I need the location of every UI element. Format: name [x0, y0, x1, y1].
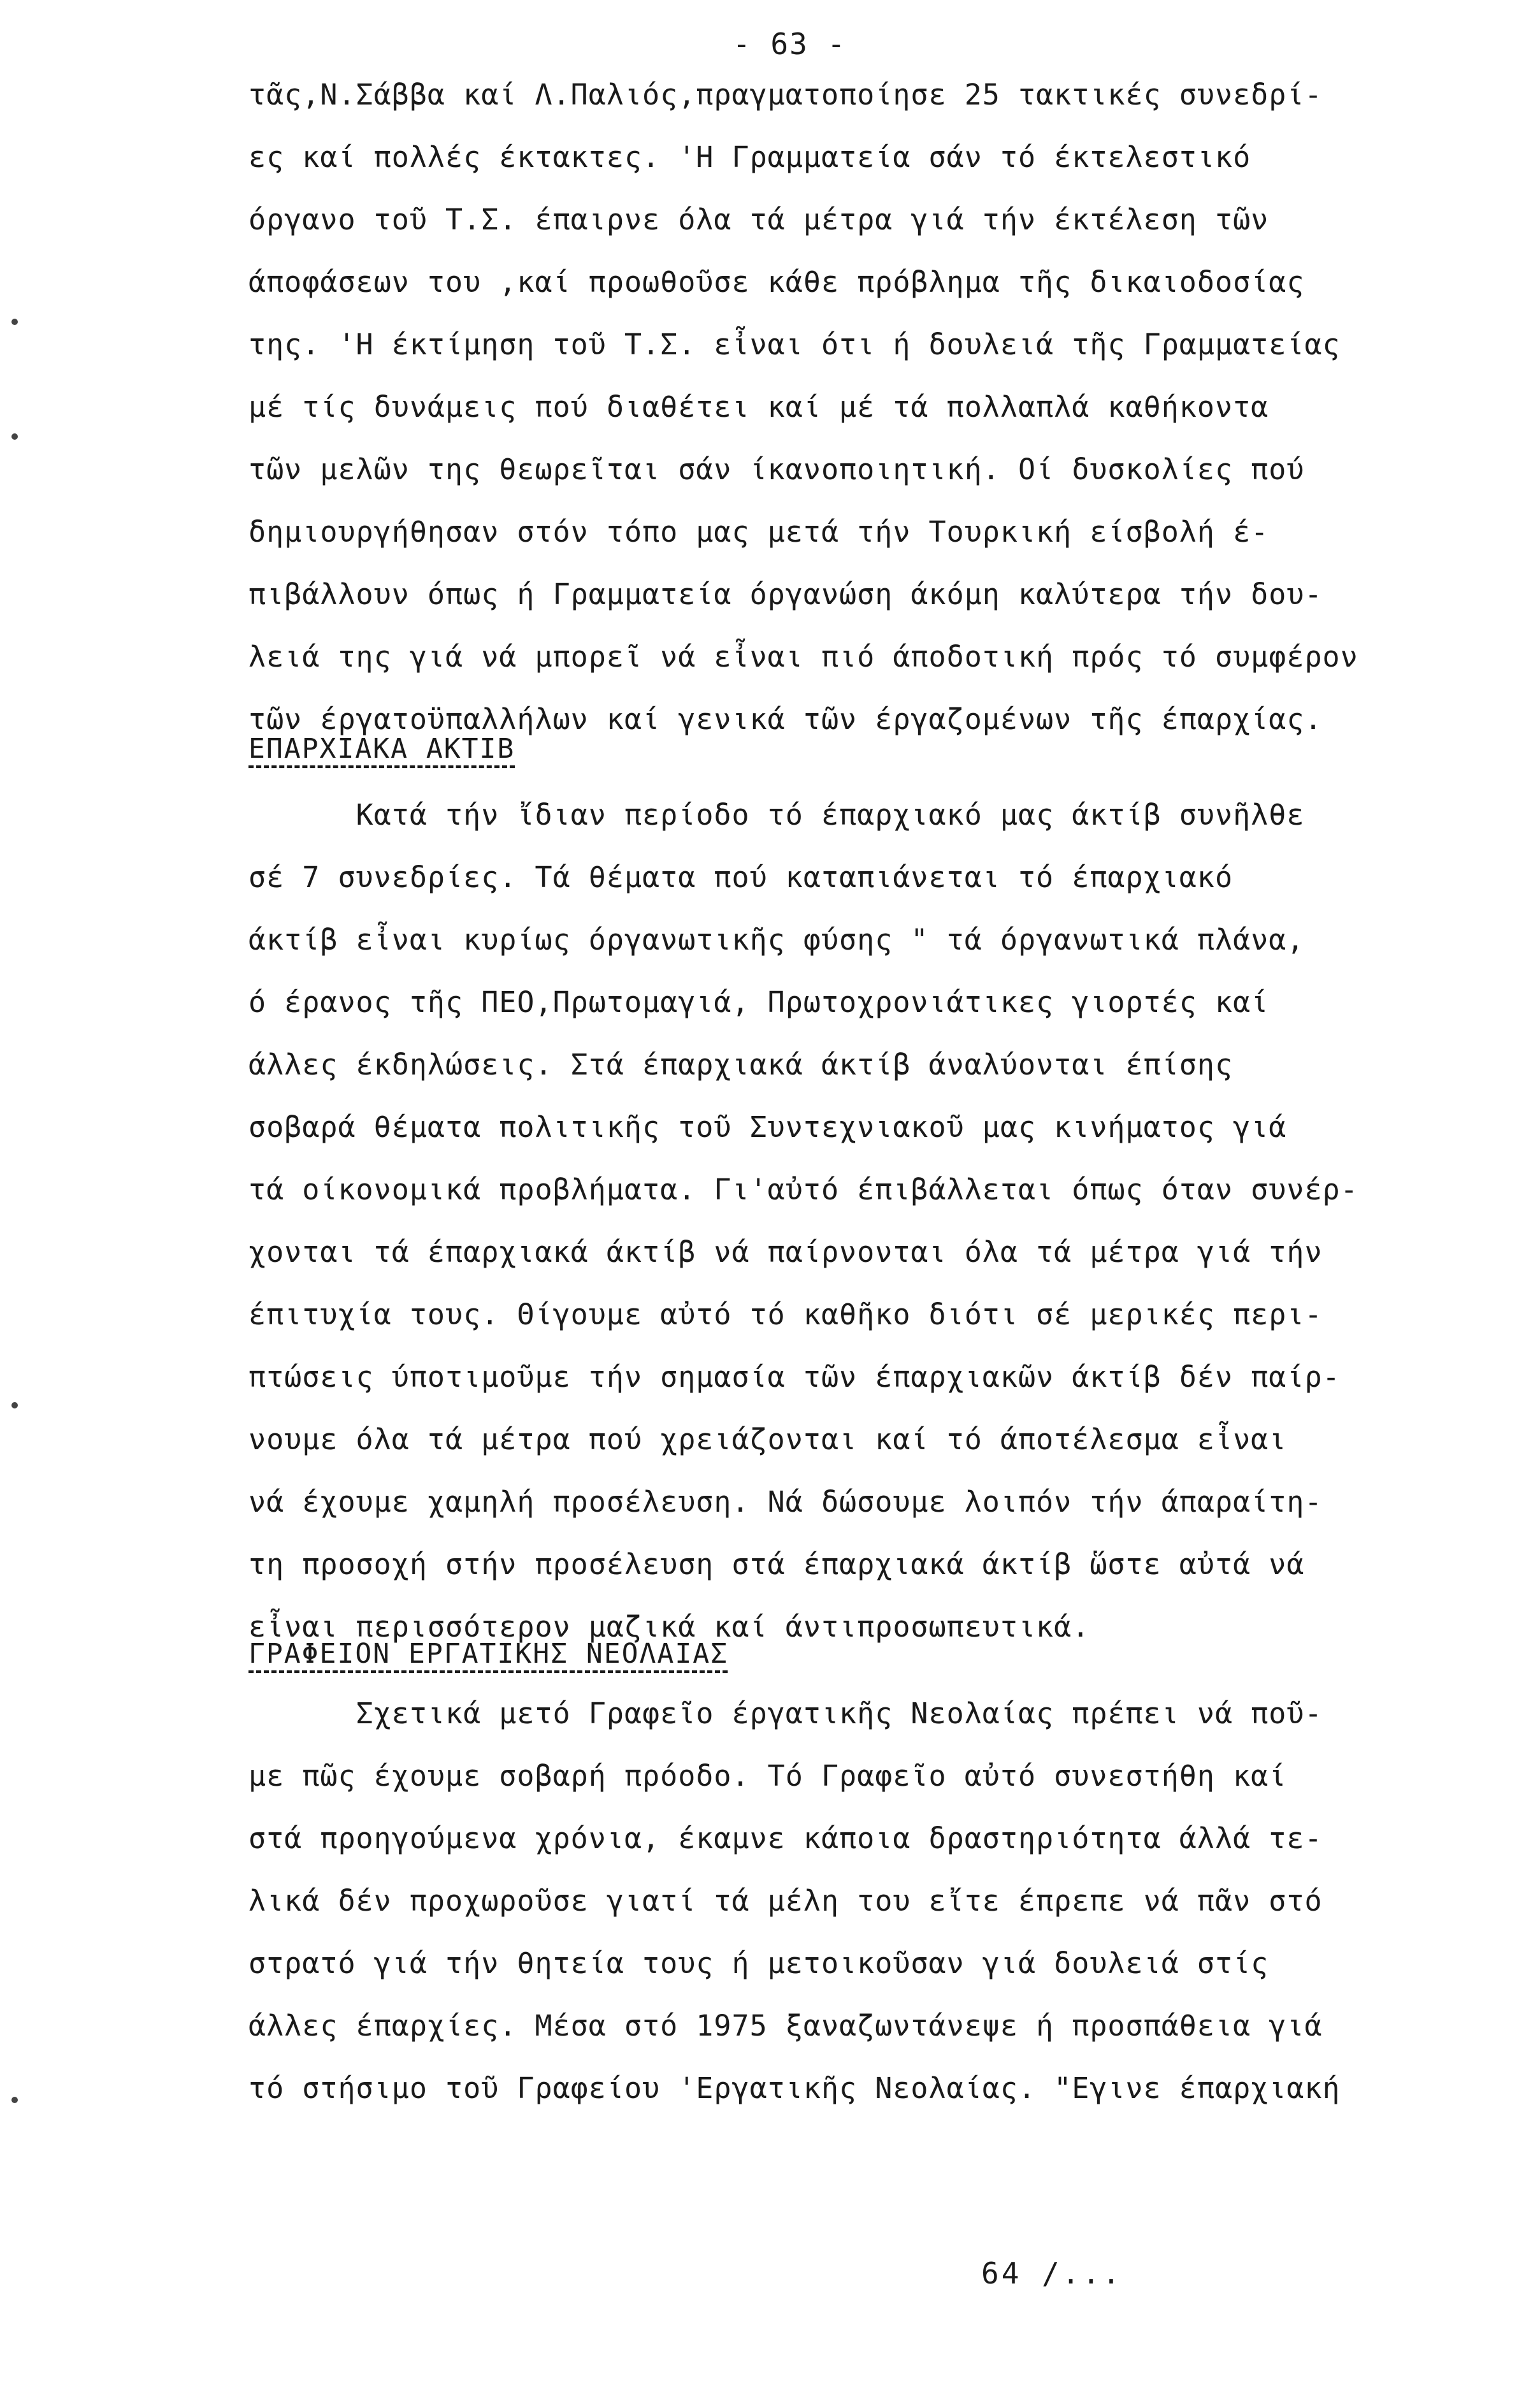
intro-paragraph: [248, 64, 1459, 751]
text-line: νουμε όλα τά μέτρα πού χρειάζονται καί τό άποτέλεσμα εἶναι: [248, 1422, 1287, 1456]
text-line: σέ 7 συνεδρίες. Τά θέματα πού καταπιάνεται τό έπαρχιακό: [248, 860, 1234, 894]
text-line: άλλες έκδηλώσεις. Στά έπαρχιακά άκτίβ άναλύονται έπίσης: [248, 1048, 1234, 1082]
text-line: Κατά τήν ἴδιαν περίοδο τό έπαρχιακό μας άκτίβ συνῆλθε: [248, 798, 1305, 832]
text-line: άκτίβ εἶναι κυρίως όργανωτικῆς φύσης " τά όργανωτικά πλάνα,: [248, 923, 1305, 957]
youth-paragraph: [248, 1683, 1459, 2120]
aktiv-paragraph: [248, 784, 1459, 1658]
text-line: τᾶς,Ν.Σάββα καί Λ.Παλιός,πραγματοποίησε 25 τακτικές συνεδρί-: [248, 78, 1323, 112]
margin-mark: [11, 433, 18, 440]
text-line: έπιτυχία τους. Θίγουμε αὐτό τό καθῆκο διότι σέ μερικές περι-: [248, 1298, 1323, 1331]
text-line: τό στήσιμο τοῦ Γραφείου 'Εργατικῆς Νεολαίας. "Εγινε έπαρχιακή: [248, 2071, 1341, 2105]
margin-mark: [11, 319, 18, 325]
text-line: τά οίκονομικά προβλήματα. Γι'αὐτό έπιβάλλεται όπως όταν συνέρ-: [248, 1173, 1358, 1206]
text-line: τῶν έργατοϋπαλλήλων καί γενικά τῶν έργαζομένων τῆς έπαρχίας.: [248, 702, 1323, 736]
text-line: λειά της γιά νά μπορεῖ νά εἶναι πιό άποδοτική πρός τό συμφέρον: [248, 640, 1358, 674]
text-line: ες καί πολλές έκτακτες. 'Η Γραμματεία σάν τό έκτελεστικό: [248, 140, 1251, 174]
text-line: τη προσοχή στήν προσέλευση στά έπαρχιακά άκτίβ ὥστε αὐτά νά: [248, 1547, 1305, 1581]
margin-mark: [11, 1402, 18, 1408]
text-line: με πῶς έχουμε σοβαρή πρόοδο. Τό Γραφεῖο αὐτό συνεστήθη καί: [248, 1759, 1287, 1793]
text-line: νά έχουμε χαμηλή προσέλευση. Νά δώσουμε λοιπόν τήν άπαραίτη-: [248, 1485, 1323, 1519]
page-continuation: 64 /...: [981, 2256, 1123, 2291]
section-aktiv: [248, 733, 1459, 765]
text-line: άλλες έπαρχίες. Μέσα στό 1975 ξαναζωντάνεψε ή προσπάθεια γιά: [248, 2009, 1323, 2043]
text-line: εἶναι περισσότερον μαζικά καί άντιπροσωπευτικά.: [248, 1610, 1090, 1644]
text-line: τῶν μελῶν της θεωρεῖται σάν ίκανοποιητική. Οί δυσκολίες πού: [248, 452, 1305, 486]
section-youth: [248, 1638, 1459, 1670]
text-line: όργανο τοῦ Τ.Σ. έπαιρνε όλα τά μέτρα γιά τήν έκτέλεση τῶν: [248, 203, 1269, 236]
text-line: χονται τά έπαρχιακά άκτίβ νά παίρνονται όλα τά μέτρα γιά τήν: [248, 1235, 1323, 1269]
text-line: δημιουργήθησαν στόν τόπο μας μετά τήν Τουρκική είσβολή έ-: [248, 515, 1269, 549]
page-number-top: - 63 -: [733, 27, 847, 61]
text-line: άποφάσεων του ,καί προωθοῦσε κάθε πρόβλημα τῆς δικαιοδοσίας: [248, 265, 1305, 299]
section-heading: ΕΠΑΡΧΙΑΚΑ ΑΚΤΙΒ: [248, 733, 515, 765]
text-line: ό έρανος τῆς ΠΕΟ,Πρωτομαγιά, Πρωτοχρονιάτικες γιορτές καί: [248, 985, 1269, 1019]
text-line: πτώσεις ύποτιμοῦμε τήν σημασία τῶν έπαρχιακῶν άκτίβ δέν παίρ-: [248, 1360, 1341, 1394]
text-line: μέ τίς δυνάμεις πού διαθέτει καί μέ τά πολλαπλά καθήκοντα: [248, 390, 1269, 424]
text-line: Σχετικά μετό Γραφεῖο έργατικῆς Νεολαίας πρέπει νά ποῦ-: [248, 1697, 1323, 1730]
text-line: στά προηγούμενα χρόνια, έκαμνε κάποια δραστηριότητα άλλά τε-: [248, 1821, 1323, 1855]
text-line: της. 'Η έκτίμηση τοῦ Τ.Σ. εἶναι ότι ή δουλειά τῆς Γραμματείας: [248, 328, 1341, 361]
margin-mark: [11, 2097, 18, 2103]
text-line: λικά δέν προχωροῦσε γιατί τά μέλη του εἴτε έπρεπε νά πᾶν στό: [248, 1884, 1323, 1918]
section-heading: ΓΡΑΦΕΙΟΝ ΕΡΓΑΤΙΚΗΣ ΝΕΟΛΑΙΑΣ: [248, 1638, 728, 1670]
text-line: σοβαρά θέματα πολιτικῆς τοῦ Συντεχνιακοῦ μας κινήματος γιά: [248, 1110, 1287, 1144]
text-line: στρατό γιά τήν θητεία τους ή μετοικοῦσαν γιά δουλειά στίς: [248, 1946, 1269, 1980]
text-line: πιβάλλουν όπως ή Γραμματεία όργανώση άκόμη καλύτερα τήν δου-: [248, 577, 1323, 611]
